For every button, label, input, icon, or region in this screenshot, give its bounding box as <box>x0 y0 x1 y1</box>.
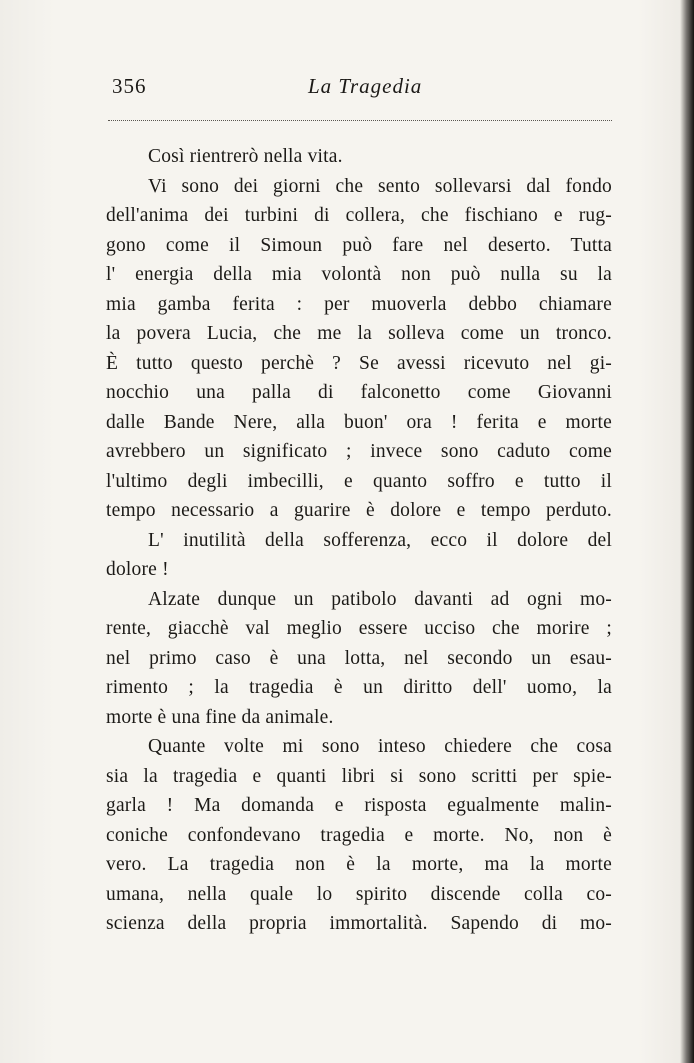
text-line: tempo necessario a guarire è dolore e tempo perduto. <box>106 500 612 521</box>
text-line: umana, nella quale lo spirito discende colla co- <box>106 883 612 905</box>
text-line: rimento ; la tragedia è un diritto dell' uomo, la <box>106 677 612 698</box>
page-number: 356 <box>112 74 147 98</box>
text-line: Così rientrerò nella vita. <box>148 146 343 167</box>
text-line: L' inutilità della sofferenza, ecco il dolore del <box>148 529 612 551</box>
text-line: l'ultimo degli imbecilli, e quanto soffro e tutto il <box>106 470 612 492</box>
text-line: mia gamba ferita : per muoverla debbo chiamare <box>106 293 612 315</box>
text-line: sia la tragedia e quanti libri si sono scritti per spie- <box>106 765 612 787</box>
text-line: Alzate dunque un patibolo davanti ad ogni mo- <box>148 588 612 610</box>
text-line: rente, giacchè val meglio essere ucciso che morire ; <box>106 618 612 639</box>
text-line: coniche confondevano tragedia e morte. No, non è <box>106 824 612 846</box>
text-line: la povera Lucia, che me la solleva come un tronco. <box>106 323 612 344</box>
running-title: La Tragedia <box>308 74 423 98</box>
text-line: È tutto questo perchè ? Se avessi ricevuto nel gi- <box>106 352 612 374</box>
text-line: vero. La tragedia non è la morte, ma la morte <box>106 854 612 875</box>
text-line: scienza della propria immortalità. Sapendo di mo- <box>106 913 612 934</box>
page-edge-shadow <box>680 0 694 1063</box>
body-text <box>106 142 612 939</box>
running-head <box>112 74 612 106</box>
text-line: gono come il Simoun può fare nel deserto. Tutta <box>106 234 612 256</box>
text-line: nel primo caso è una lotta, nel secondo un esau- <box>106 647 612 669</box>
text-line: avrebbero un significato ; invece sono caduto come <box>106 441 612 462</box>
text-line: Vi sono dei giorni che sento sollevarsi dal fondo <box>148 175 612 197</box>
text-line: garla ! Ma domanda e risposta egualmente malin- <box>106 795 612 816</box>
header-rule <box>108 120 612 121</box>
text-line: morte è una fine da animale. <box>106 706 334 728</box>
text-line: dolore ! <box>106 559 169 580</box>
text-line: nocchio una palla di falconetto come Giovanni <box>106 382 612 403</box>
text-line: dell'anima dei turbini di collera, che fischiano e rug- <box>106 205 612 226</box>
text-line: l' energia della mia volontà non può nulla su la <box>106 264 612 285</box>
text-line: dalle Bande Nere, alla buon' ora ! ferita e morte <box>106 411 612 433</box>
text-line: Quante volte mi sono inteso chiedere che cosa <box>148 736 612 757</box>
